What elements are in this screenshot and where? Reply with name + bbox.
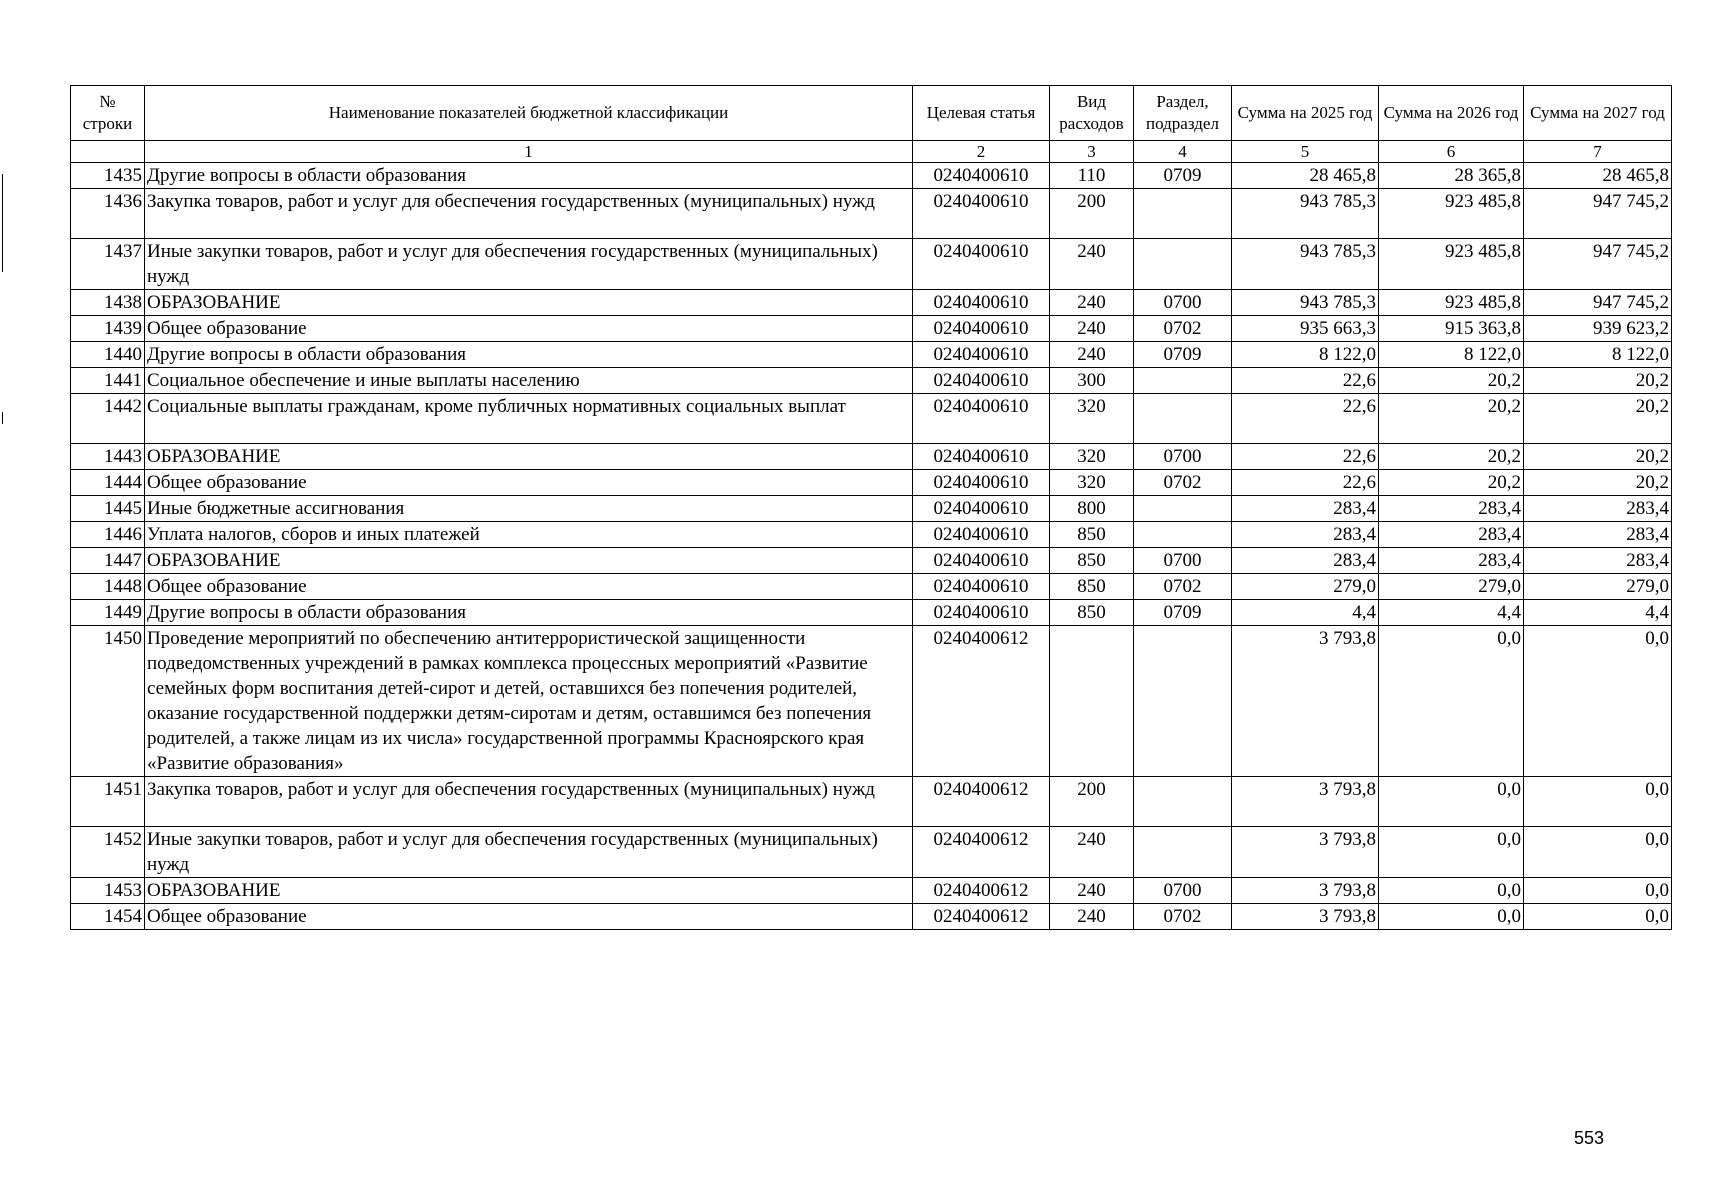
section-cell: 0702: [1134, 316, 1232, 342]
row-number-cell: 1441: [71, 368, 145, 394]
column-number: [71, 141, 145, 163]
sum-2026-cell: 4,4: [1379, 600, 1524, 626]
header-row: [71, 86, 1672, 141]
target-article-cell: 0240400610: [913, 600, 1050, 626]
column-number-row: [71, 141, 1672, 163]
sum-2027-cell: 939 623,2: [1524, 316, 1672, 342]
row-number-cell: 1445: [71, 496, 145, 522]
expense-kind-cell: 300: [1050, 368, 1134, 394]
table-row: [71, 522, 1672, 548]
sum-2026-cell: 28 365,8: [1379, 163, 1524, 189]
sum-2026-cell: 283,4: [1379, 496, 1524, 522]
expense-kind-cell: 320: [1050, 470, 1134, 496]
indicator-name-cell: Уплата налогов, сборов и иных платежей: [145, 522, 913, 548]
target-article-cell: 0240400612: [913, 878, 1050, 904]
sum-2027-cell: 283,4: [1524, 548, 1672, 574]
sum-2027-cell: 279,0: [1524, 574, 1672, 600]
sum-2027-cell: 20,2: [1524, 444, 1672, 470]
target-article-cell: 0240400610: [913, 316, 1050, 342]
expense-kind-cell: 320: [1050, 444, 1134, 470]
expense-kind-cell: 240: [1050, 316, 1134, 342]
scan-margin-mark: [2, 412, 3, 424]
table-row: [71, 496, 1672, 522]
sum-2025-cell: 3 793,8: [1232, 827, 1379, 878]
row-number-cell: 1439: [71, 316, 145, 342]
sum-2025-cell: 3 793,8: [1232, 626, 1379, 777]
section-cell: [1134, 368, 1232, 394]
table-row: [71, 626, 1672, 777]
sum-2026-cell: 20,2: [1379, 394, 1524, 444]
column-number: 7: [1524, 141, 1672, 163]
sum-2026-cell: 8 122,0: [1379, 342, 1524, 368]
sum-2026-cell: 20,2: [1379, 368, 1524, 394]
target-article-cell: 0240400610: [913, 470, 1050, 496]
table-header: [71, 86, 1672, 163]
row-number-cell: 1443: [71, 444, 145, 470]
sum-2025-cell: 283,4: [1232, 522, 1379, 548]
indicator-name-cell: Иные закупки товаров, работ и услуг для обеспечения государственных (муниципальных) нужд: [145, 239, 913, 290]
sum-2027-cell: 20,2: [1524, 470, 1672, 496]
indicator-name-cell: Другие вопросы в области образования: [145, 342, 913, 368]
target-article-cell: 0240400612: [913, 777, 1050, 827]
column-number: 3: [1050, 141, 1134, 163]
indicator-name-cell: Общее образование: [145, 316, 913, 342]
row-number-cell: 1446: [71, 522, 145, 548]
column-number: 6: [1379, 141, 1524, 163]
sum-2026-cell: 0,0: [1379, 626, 1524, 777]
table-row: [71, 316, 1672, 342]
sum-2026-cell: 923 485,8: [1379, 189, 1524, 239]
page-number: 553: [1574, 1128, 1605, 1148]
sum-2025-cell: 943 785,3: [1232, 239, 1379, 290]
table-body: [71, 163, 1672, 930]
row-number-cell: 1444: [71, 470, 145, 496]
section-cell: 0709: [1134, 163, 1232, 189]
table-row: [71, 548, 1672, 574]
expense-kind-cell: 800: [1050, 496, 1134, 522]
row-number-cell: 1452: [71, 827, 145, 878]
section-cell: [1134, 394, 1232, 444]
indicator-name-cell: Иные бюджетные ассигнования: [145, 496, 913, 522]
column-number: 1: [145, 141, 913, 163]
expense-kind-cell: 240: [1050, 827, 1134, 878]
sum-2026-cell: 20,2: [1379, 470, 1524, 496]
sum-2025-cell: 22,6: [1232, 470, 1379, 496]
sum-2025-cell: 283,4: [1232, 548, 1379, 574]
sum-2025-cell: 8 122,0: [1232, 342, 1379, 368]
target-article-cell: 0240400610: [913, 189, 1050, 239]
row-number-cell: 1438: [71, 290, 145, 316]
sum-2027-cell: 947 745,2: [1524, 239, 1672, 290]
target-article-cell: 0240400610: [913, 522, 1050, 548]
expense-kind-cell: 110: [1050, 163, 1134, 189]
table-row: [71, 163, 1672, 189]
section-cell: 0700: [1134, 878, 1232, 904]
header-name: Наименование показателей бюджетной классификации: [145, 86, 913, 141]
target-article-cell: 0240400610: [913, 239, 1050, 290]
indicator-name-cell: Иные закупки товаров, работ и услуг для обеспечения государственных (муниципальных) нужд: [145, 827, 913, 878]
header-section: Раздел, подраздел: [1134, 86, 1232, 141]
sum-2025-cell: 3 793,8: [1232, 777, 1379, 827]
sum-2025-cell: 943 785,3: [1232, 290, 1379, 316]
indicator-name-cell: ОБРАЗОВАНИЕ: [145, 444, 913, 470]
expense-kind-cell: 850: [1050, 522, 1134, 548]
table-row: [71, 878, 1672, 904]
sum-2026-cell: 279,0: [1379, 574, 1524, 600]
indicator-name-cell: ОБРАЗОВАНИЕ: [145, 548, 913, 574]
indicator-name-cell: Закупка товаров, работ и услуг для обеспечения государственных (муниципальных) нужд: [145, 189, 913, 239]
table-row: [71, 342, 1672, 368]
row-number-cell: 1450: [71, 626, 145, 777]
sum-2027-cell: 283,4: [1524, 522, 1672, 548]
header-target-article: Целевая статья: [913, 86, 1050, 141]
sum-2026-cell: 0,0: [1379, 777, 1524, 827]
indicator-name-cell: Общее образование: [145, 470, 913, 496]
section-cell: 0702: [1134, 574, 1232, 600]
sum-2027-cell: 8 122,0: [1524, 342, 1672, 368]
indicator-name-cell: Социальные выплаты гражданам, кроме публичных нормативных социальных выплат: [145, 394, 913, 444]
row-number-cell: 1440: [71, 342, 145, 368]
row-number-cell: 1447: [71, 548, 145, 574]
row-number-cell: 1454: [71, 904, 145, 930]
budget-table: [70, 85, 1672, 930]
row-number-cell: 1449: [71, 600, 145, 626]
indicator-name-cell: ОБРАЗОВАНИЕ: [145, 290, 913, 316]
row-number-cell: 1448: [71, 574, 145, 600]
row-number-cell: 1453: [71, 878, 145, 904]
sum-2027-cell: 0,0: [1524, 904, 1672, 930]
sum-2027-cell: 0,0: [1524, 777, 1672, 827]
table-row: [71, 827, 1672, 878]
sum-2027-cell: 0,0: [1524, 878, 1672, 904]
section-cell: [1134, 496, 1232, 522]
expense-kind-cell: 240: [1050, 239, 1134, 290]
sum-2027-cell: 4,4: [1524, 600, 1672, 626]
target-article-cell: 0240400610: [913, 394, 1050, 444]
target-article-cell: 0240400610: [913, 368, 1050, 394]
section-cell: [1134, 777, 1232, 827]
expense-kind-cell: 240: [1050, 878, 1134, 904]
header-row-number: № строки: [71, 86, 145, 141]
sum-2027-cell: 947 745,2: [1524, 290, 1672, 316]
indicator-name-cell: Общее образование: [145, 904, 913, 930]
target-article-cell: 0240400610: [913, 574, 1050, 600]
column-number: 5: [1232, 141, 1379, 163]
sum-2025-cell: 4,4: [1232, 600, 1379, 626]
table-row: [71, 368, 1672, 394]
section-cell: [1134, 189, 1232, 239]
sum-2027-cell: 20,2: [1524, 394, 1672, 444]
sum-2025-cell: 3 793,8: [1232, 878, 1379, 904]
sum-2026-cell: 923 485,8: [1379, 290, 1524, 316]
table-row: [71, 444, 1672, 470]
section-cell: [1134, 239, 1232, 290]
sum-2027-cell: 283,4: [1524, 496, 1672, 522]
sum-2026-cell: 0,0: [1379, 878, 1524, 904]
table-row: [71, 394, 1672, 444]
sum-2026-cell: 0,0: [1379, 904, 1524, 930]
indicator-name-cell: Другие вопросы в области образования: [145, 163, 913, 189]
indicator-name-cell: ОБРАЗОВАНИЕ: [145, 878, 913, 904]
section-cell: 0709: [1134, 342, 1232, 368]
expense-kind-cell: 320: [1050, 394, 1134, 444]
sum-2026-cell: 0,0: [1379, 827, 1524, 878]
sum-2025-cell: 22,6: [1232, 394, 1379, 444]
sum-2027-cell: 20,2: [1524, 368, 1672, 394]
header-sum-2027: Сумма на 2027 год: [1524, 86, 1672, 141]
row-number-cell: 1437: [71, 239, 145, 290]
expense-kind-cell: 200: [1050, 777, 1134, 827]
table-row: [71, 904, 1672, 930]
expense-kind-cell: 850: [1050, 600, 1134, 626]
sum-2026-cell: 283,4: [1379, 522, 1524, 548]
target-article-cell: 0240400612: [913, 827, 1050, 878]
sum-2025-cell: 279,0: [1232, 574, 1379, 600]
expense-kind-cell: 850: [1050, 548, 1134, 574]
target-article-cell: 0240400610: [913, 290, 1050, 316]
column-number: 4: [1134, 141, 1232, 163]
section-cell: [1134, 522, 1232, 548]
sum-2027-cell: 0,0: [1524, 827, 1672, 878]
header-sum-2025: Сумма на 2025 год: [1232, 86, 1379, 141]
table-row: [71, 290, 1672, 316]
expense-kind-cell: 240: [1050, 904, 1134, 930]
sum-2025-cell: 28 465,8: [1232, 163, 1379, 189]
sum-2027-cell: 947 745,2: [1524, 189, 1672, 239]
header-sum-2026: Сумма на 2026 год: [1379, 86, 1524, 141]
target-article-cell: 0240400610: [913, 548, 1050, 574]
indicator-name-cell: Проведение мероприятий по обеспечению антитеррористической защищенности подведомственных учреждений в рамках комплекса процессных мероприятий «Развитие семейных форм воспитания детей-сирот и детей, оставшихся без попечения родителей, оказание государственной поддержки детям-сиротам и детям, оставшимся без попечения родителей, а также лицам из их числа» государственной программы Красноярского края «Развитие образования»: [145, 626, 913, 777]
indicator-name-cell: Другие вопросы в области образования: [145, 600, 913, 626]
sum-2025-cell: 283,4: [1232, 496, 1379, 522]
table-row: [71, 574, 1672, 600]
section-cell: 0700: [1134, 444, 1232, 470]
sum-2027-cell: 28 465,8: [1524, 163, 1672, 189]
section-cell: 0700: [1134, 290, 1232, 316]
expense-kind-cell: 240: [1050, 290, 1134, 316]
table-row: [71, 777, 1672, 827]
section-cell: 0709: [1134, 600, 1232, 626]
expense-kind-cell: [1050, 626, 1134, 777]
sum-2025-cell: 935 663,3: [1232, 316, 1379, 342]
sum-2025-cell: 22,6: [1232, 368, 1379, 394]
indicator-name-cell: Общее образование: [145, 574, 913, 600]
sum-2026-cell: 283,4: [1379, 548, 1524, 574]
target-article-cell: 0240400610: [913, 444, 1050, 470]
sum-2026-cell: 20,2: [1379, 444, 1524, 470]
scan-margin-mark: [2, 174, 3, 272]
table-row: [71, 470, 1672, 496]
section-cell: [1134, 827, 1232, 878]
expense-kind-cell: 200: [1050, 189, 1134, 239]
expense-kind-cell: 850: [1050, 574, 1134, 600]
row-number-cell: 1442: [71, 394, 145, 444]
indicator-name-cell: Закупка товаров, работ и услуг для обеспечения государственных (муниципальных) нужд: [145, 777, 913, 827]
indicator-name-cell: Социальное обеспечение и иные выплаты населению: [145, 368, 913, 394]
section-cell: 0700: [1134, 548, 1232, 574]
section-cell: [1134, 626, 1232, 777]
header-expense-kind: Вид расходов: [1050, 86, 1134, 141]
sum-2025-cell: 3 793,8: [1232, 904, 1379, 930]
sum-2025-cell: 22,6: [1232, 444, 1379, 470]
column-number: 2: [913, 141, 1050, 163]
row-number-cell: 1435: [71, 163, 145, 189]
sum-2025-cell: 943 785,3: [1232, 189, 1379, 239]
expense-kind-cell: 240: [1050, 342, 1134, 368]
section-cell: 0702: [1134, 470, 1232, 496]
target-article-cell: 0240400610: [913, 342, 1050, 368]
table-row: [71, 600, 1672, 626]
target-article-cell: 0240400612: [913, 626, 1050, 777]
sum-2026-cell: 915 363,8: [1379, 316, 1524, 342]
table-row: [71, 189, 1672, 239]
row-number-cell: 1451: [71, 777, 145, 827]
target-article-cell: 0240400612: [913, 904, 1050, 930]
row-number-cell: 1436: [71, 189, 145, 239]
target-article-cell: 0240400610: [913, 496, 1050, 522]
target-article-cell: 0240400610: [913, 163, 1050, 189]
table-row: [71, 239, 1672, 290]
sum-2027-cell: 0,0: [1524, 626, 1672, 777]
section-cell: 0702: [1134, 904, 1232, 930]
sum-2026-cell: 923 485,8: [1379, 239, 1524, 290]
